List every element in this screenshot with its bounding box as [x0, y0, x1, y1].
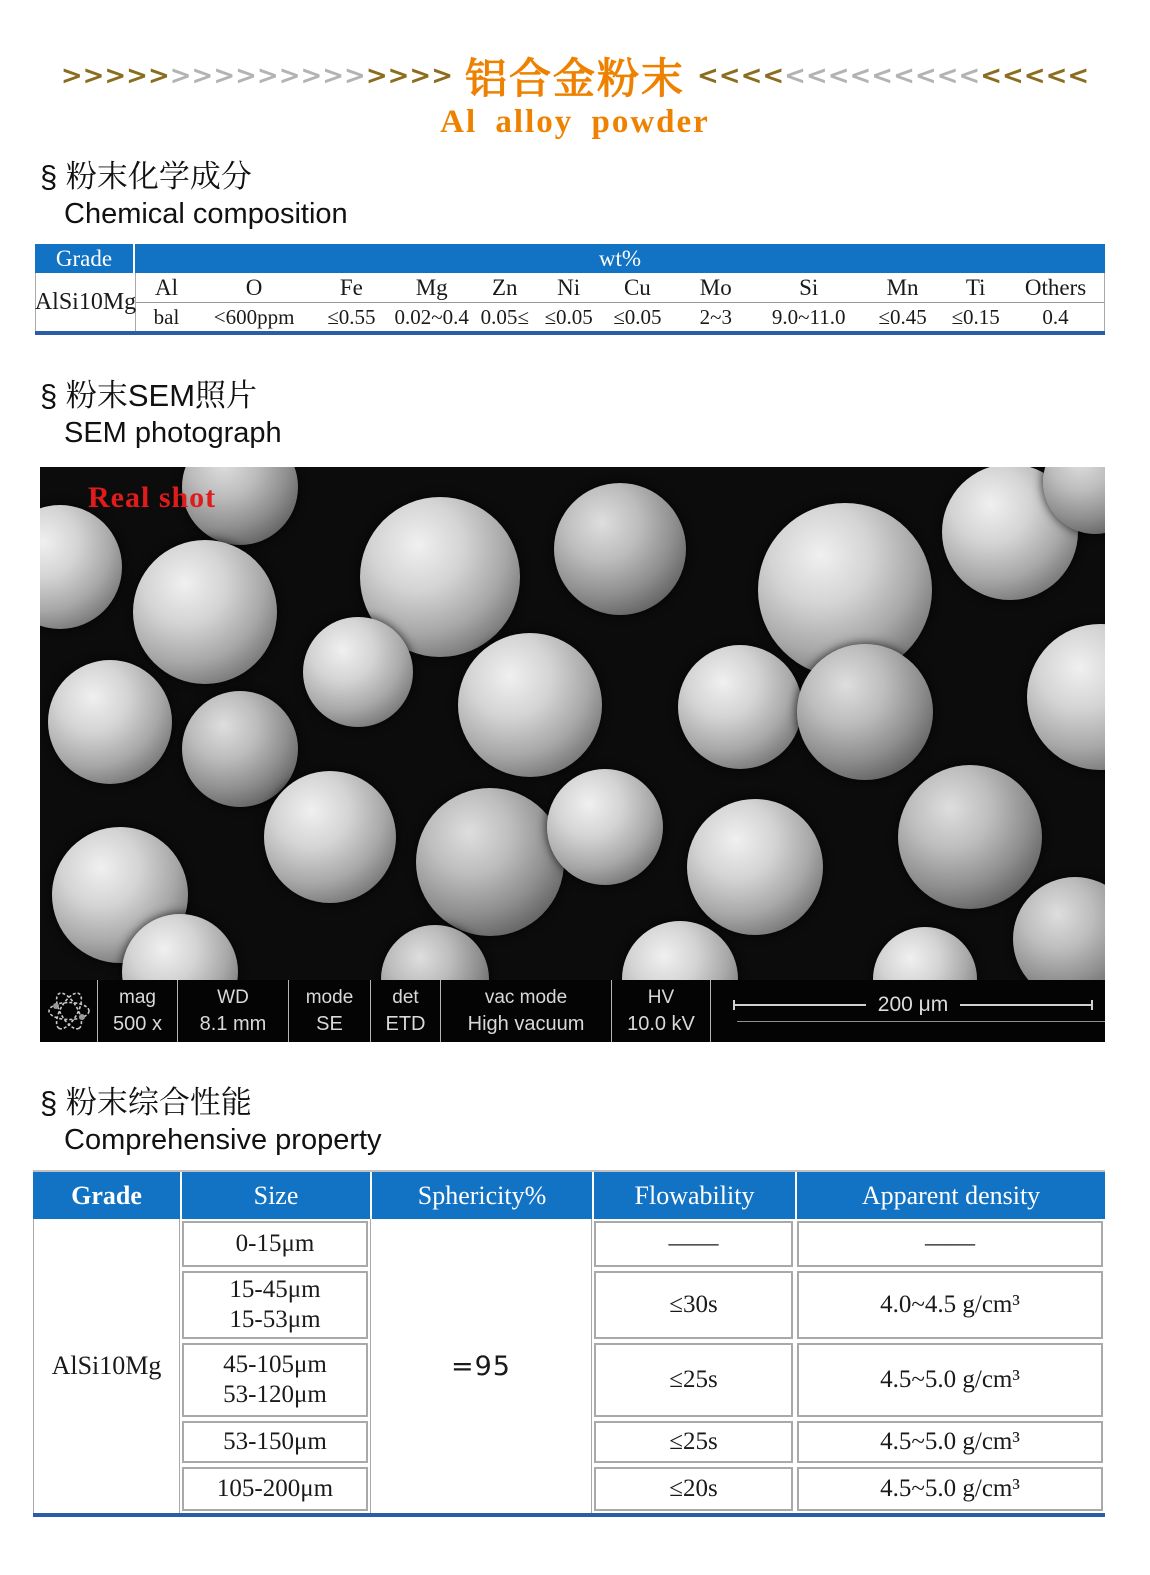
cell-line: —— [668, 1230, 719, 1257]
chem-grade-value: AlSi10Mg [36, 273, 136, 331]
scale-right-line [960, 1004, 1091, 1006]
chem-column-Zn [472, 273, 538, 331]
prop-table-bottom-rule [33, 1513, 1105, 1517]
scale-left-line [735, 1004, 866, 1006]
cell-line: 0-15μm [235, 1230, 315, 1257]
chem-element-value: 0.02~0.4 [394, 304, 469, 329]
chem-element-value: ≤0.45 [878, 304, 927, 329]
section-comprehensive-property-title [40, 1084, 1150, 1158]
real-shot-watermark: Real shot [88, 481, 217, 514]
prop-apparent-density-cell [797, 1221, 1103, 1267]
powder-particle [554, 483, 686, 615]
cell-line: 53-150μm [223, 1428, 327, 1455]
scale-underline [737, 1021, 1105, 1022]
prop-size-cell [182, 1421, 368, 1463]
powder-particle [898, 765, 1042, 909]
chem-element-symbol: O [197, 273, 311, 303]
prop-flowability-cell [594, 1467, 793, 1511]
cell-line: 45-105μm [223, 1351, 327, 1378]
arrow-segment: <<<< [697, 61, 785, 91]
section-sem-photograph-title [40, 377, 1150, 451]
prop-size-cell [182, 1221, 368, 1267]
powder-particle [547, 769, 663, 885]
chem-column-Cu [600, 273, 676, 331]
chem-header-wt-percent: wt% [598, 245, 642, 271]
cell-line: 4.0~4.5 g/cm³ [880, 1291, 1020, 1318]
powder-particle [1027, 624, 1105, 770]
sem-logo-cell [40, 980, 97, 1042]
prop-header-grade: Grade [71, 1180, 142, 1210]
chem-element-symbol: Others [1007, 273, 1104, 303]
scale-right-tick [1091, 1000, 1093, 1010]
powder-particle [40, 505, 122, 629]
powder-particle [48, 660, 172, 784]
cell-line: 15-53μm [229, 1306, 321, 1333]
section-title-zh: § 粉末综合性能 [40, 1085, 252, 1120]
chem-column-Mo [675, 273, 756, 331]
powder-particle [133, 540, 277, 684]
page-title-en: Al alloy powder [440, 104, 710, 140]
chem-element-value: ≤0.15 [951, 304, 1000, 329]
sem-meta-value: 500 x [113, 1012, 162, 1035]
cell-line: 4.5~5.0 g/cm³ [880, 1475, 1020, 1502]
sem-meta-value: ETD [385, 1012, 426, 1035]
sem-meta-label: WD [217, 986, 249, 1008]
chemical-composition-table [35, 244, 1105, 335]
chem-column-Mn [861, 273, 944, 331]
chem-column-Ti [944, 273, 1007, 331]
sem-meta-mag [97, 980, 177, 1042]
section-title-zh: § 粉末SEM照片 [40, 378, 258, 413]
scale-label: 200 μm [877, 993, 949, 1016]
prop-flowability-cell [594, 1421, 793, 1463]
chem-element-value: ≤0.05 [544, 304, 593, 329]
prop-apparent-density-column [795, 1219, 1105, 1513]
cell-line: 53-120μm [223, 1381, 327, 1408]
sem-meta-value: SE [316, 1012, 343, 1035]
arrow-segment: <<<<< [980, 61, 1090, 91]
prop-grade-value: AlSi10Mg [33, 1219, 180, 1513]
scale-bar-cell [710, 980, 1105, 1042]
section-title-en: SEM photograph [64, 417, 282, 449]
sem-meta-label: mode [305, 986, 354, 1008]
cell-line: ≤25s [669, 1428, 718, 1455]
prop-sphericity-value: =95 [370, 1219, 592, 1513]
powder-particle [303, 617, 413, 727]
chem-element-symbol: Al [136, 273, 197, 303]
cell-line: ≤20s [669, 1475, 718, 1502]
page-title-zh: 铝合金粉末 [464, 54, 685, 103]
header-title-row [0, 48, 1150, 104]
chem-column-O [197, 273, 311, 331]
chem-element-symbol: Ti [944, 273, 1007, 303]
sem-meta-mode [288, 980, 370, 1042]
comprehensive-property-table [33, 1170, 1105, 1517]
prop-size-column [180, 1219, 370, 1513]
chem-element-value: ≤0.05 [613, 304, 662, 329]
chem-column-Fe [311, 273, 391, 331]
chem-element-columns [136, 273, 1104, 331]
section-chemical-composition-title [40, 158, 1150, 232]
prop-size-cell [182, 1271, 368, 1339]
page-header [0, 0, 1150, 146]
chem-element-value: bal [153, 304, 180, 329]
cell-line: 15-45μm [229, 1276, 321, 1303]
prop-header-size: Size [180, 1172, 370, 1219]
sem-meta-value: 10.0 kV [627, 1012, 695, 1035]
chem-header-grade: Grade [35, 244, 135, 273]
prop-apparent-density-cell [797, 1343, 1103, 1417]
left-arrows-decoration [61, 61, 453, 91]
prop-apparent-density-cell [797, 1467, 1103, 1511]
arrow-segment: >>>>> [60, 61, 170, 91]
prop-size-cell [182, 1343, 368, 1417]
prop-flowability-cell [594, 1221, 793, 1267]
sem-meta-label: vac mode [484, 986, 568, 1008]
scale-bar [733, 993, 1093, 1017]
section-title-en: Comprehensive property [64, 1124, 382, 1156]
sem-meta-label: mag [119, 986, 156, 1008]
sem-meta-label: HV [647, 986, 675, 1008]
cell-line: ≤25s [669, 1366, 718, 1393]
sem-micrograph [40, 467, 1105, 1042]
arrow-segment: >>>> [365, 61, 453, 91]
sem-meta-det [370, 980, 440, 1042]
chem-column-Others [1007, 273, 1104, 331]
prop-header-sphericity: Sphericity% [370, 1172, 592, 1219]
prop-flowability-column [592, 1219, 795, 1513]
chem-element-value: 0.05≤ [480, 304, 529, 329]
prop-header-flowability: Flowability [592, 1172, 795, 1219]
sem-meta-value: High vacuum [467, 1012, 585, 1035]
prop-header-apparent-density: Apparent density [795, 1172, 1105, 1219]
chem-element-symbol: Mo [675, 273, 756, 303]
atom-icon [46, 985, 92, 1037]
chem-column-Mg [392, 273, 472, 331]
chem-table-bottom-rule [35, 331, 1105, 335]
prop-apparent-density-cell [797, 1271, 1103, 1339]
chem-column-Si [756, 273, 861, 331]
prop-table-header [33, 1172, 1105, 1219]
cell-line: —— [925, 1230, 975, 1257]
section-title-zh: § 粉末化学成分 [40, 159, 252, 194]
cell-line: 4.5~5.0 g/cm³ [880, 1366, 1020, 1393]
sem-meta-WD [177, 980, 288, 1042]
chem-element-symbol: Si [756, 273, 861, 303]
sem-meta-vac-mode [440, 980, 611, 1042]
prop-flowability-cell [594, 1343, 793, 1417]
chem-table-header [35, 244, 1105, 273]
chem-element-symbol: Cu [600, 273, 676, 303]
powder-particle [264, 771, 396, 903]
powder-particle [678, 645, 802, 769]
chem-element-symbol: Mg [392, 273, 472, 303]
cell-line: 4.5~5.0 g/cm³ [880, 1428, 1020, 1455]
chem-element-symbol: Zn [472, 273, 538, 303]
powder-particle [797, 644, 933, 780]
right-arrows-decoration [697, 61, 1089, 91]
chem-element-symbol: Fe [311, 273, 391, 303]
sem-meta-label: det [392, 986, 419, 1008]
prop-apparent-density-cell [797, 1421, 1103, 1463]
section-title-en: Chemical composition [64, 198, 348, 230]
powder-particle [182, 691, 298, 807]
cell-line: 105-200μm [216, 1475, 334, 1502]
cell-line: ≤30s [669, 1291, 718, 1318]
chem-element-symbol: Mn [861, 273, 944, 303]
chem-element-value: 9.0~11.0 [771, 304, 846, 329]
arrow-segment: <<<<<<<<< [784, 61, 981, 91]
chem-column-Ni [538, 273, 600, 331]
chem-table-body [35, 273, 1105, 331]
prop-size-cell [182, 1467, 368, 1511]
chem-element-symbol: Ni [538, 273, 600, 303]
powder-particle [687, 799, 823, 935]
prop-table-body [33, 1219, 1105, 1513]
sem-metadata-bar [40, 980, 1105, 1042]
chem-element-value: 2~3 [699, 304, 732, 329]
chem-element-value: 0.4 [1042, 304, 1069, 329]
powder-particle [458, 633, 602, 777]
powder-particle [416, 788, 564, 936]
sem-meta-HV [611, 980, 710, 1042]
prop-flowability-cell [594, 1271, 793, 1339]
chem-column-Al [136, 273, 197, 331]
arrow-segment: >>>>>>>>> [169, 61, 366, 91]
chem-element-value: ≤0.55 [327, 304, 376, 329]
chem-element-value: <600ppm [213, 304, 295, 329]
sem-meta-value: 8.1 mm [199, 1012, 267, 1035]
